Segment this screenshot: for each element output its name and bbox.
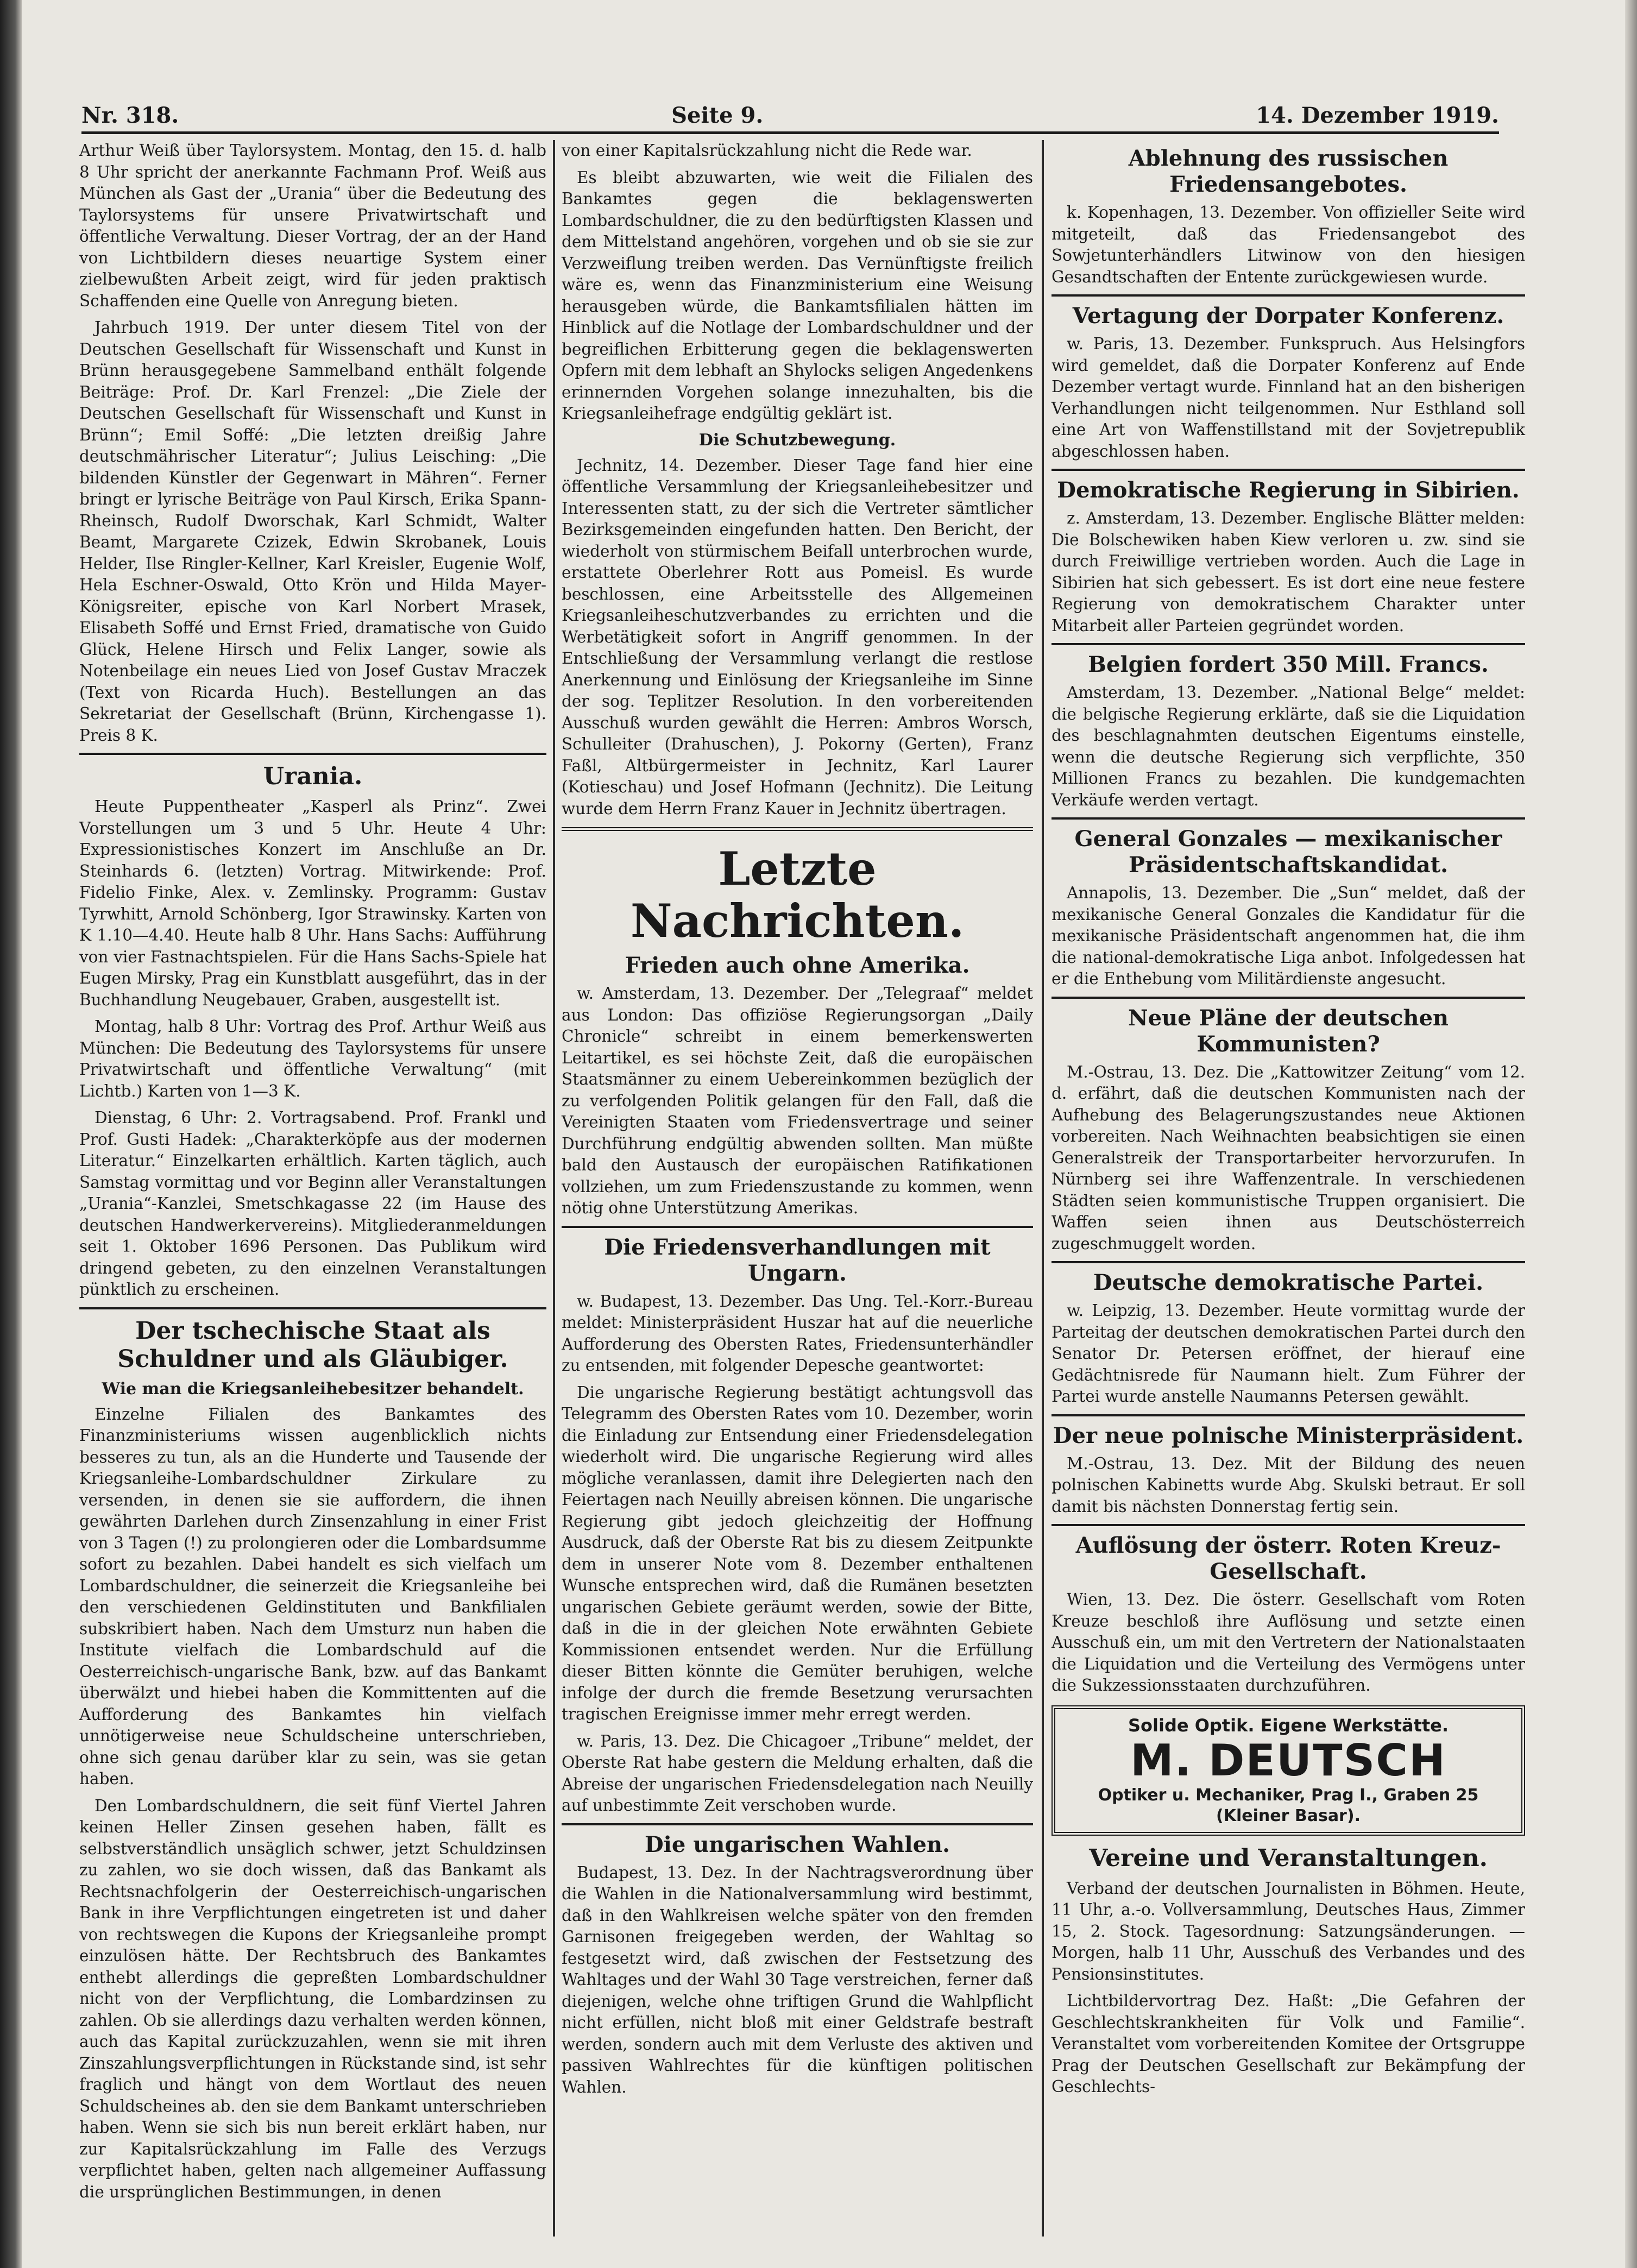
divider [1052, 1414, 1525, 1416]
article-kommunisten: M.-Ostrau, 13. Dez. Die „Kattowitzer Zeitung“ vom 12. d. erfährt, daß die deutschen Kommunisten nach der Aufhebung des Belagerungszustandes neue Aktionen vorbereiten. Nach Weihnachten beabsichtigen sie einen Generalstreik der Transportarbeiter hervorzurufen. In Nürnberg sei ihre Waffenzentrale. In verschiedenen Städten seien kommunistische Truppen organisiert. Die Waffen seien ihnen aus Deutschösterreich zugeschmuggelt worden. [1052, 1062, 1525, 1253]
article-budapest-depesche: Die ungarische Regierung bestätigt achtungsvoll das Telegramm des Obersten Rates vom 10. Dezember, worin die Einladung zur Entsendung einer Friedensdelegation wiederholt wird. Die ungarische Regierung wird alles mögliche veranlassen, damit ihre Delegierten nach den Feiertagen nach Neuilly abreisen können. Die ungarische Regierung gibt jedoch gleichzeitig der Hoffnung Ausdruck, daß der Oberste Rat bis zu diesem Zeitpunkte dem in unserer Note vom 8. Dezember enthaltenen Wunsche entsprechen wird, daß die Rumänen besetzten ungarischen Gebiete geräumt werden, sowie der Bitte, daß in die in der gleichen Note erwähnten Gebiete Kommissionen entsendet werden. Nur die Erfüllung dieser Bitten könnte die Gemüter beruhigen, welche infolge der durch die fremde Besetzung verursachten tragischen Ereignisse immer mehr erregt werden. [562, 1383, 1033, 1723]
column-rule-2 [1042, 140, 1044, 2236]
advertisement-deutsch [1052, 1705, 1525, 1836]
heading-rotes-kreuz: Auflösung der österr. Roten Kreuz-Gesellschaft. [1075, 1533, 1501, 1584]
divider [1052, 997, 1525, 999]
heading-frieden: Frieden auch ohne Amerika. [625, 953, 970, 978]
heading-gonzales: General Gonzales — mexikanischer Präsidentschaftskandidat. [1074, 826, 1502, 878]
heading-staat: Der tschechische Staat als Schuldner und als Gläubiger. [117, 1316, 508, 1373]
article-budapest-intro: w. Budapest, 13. Dezember. Das Ung. Tel.-Korr.-Bureau meldet: Ministerpräsident Huszar hat auf die neuerliche Aufforderung des Obersten Rates, Friedensunterhändler zu entsenden, mit folgender Depesche geantwortet: [562, 1292, 1033, 1375]
heading-ablehnung: Ablehnung des russischen Friedensangebotes. [1128, 146, 1449, 197]
heading-sibirien: Demokratische Regierung in Sibirien. [1057, 477, 1520, 503]
article-paris: w. Paris, 13. Dez. Die Chicagoer „Tribune“ meldet, der Oberste Rat habe gestern die Meldung erhalten, daß die Abreise der ungarischen Friedensdelegation nach Neuilly auf unbestimmte Zeit verschoben wurde. [562, 1731, 1033, 1815]
article-kopenhagen: k. Kopenhagen, 13. Dezember. Von offizieller Seite wird mitgeteilt, daß das Friedensangebot des Sowjetunterhändlers Litwinow von den hiesigen Gesandtschaften der Entente zurückgewiesen wurde. [1052, 203, 1525, 286]
article-leipzig: w. Leipzig, 13. Dezember. Heute vormittag wurde der Parteitag der deutschen demokratischen Partei durch den Senator Dr. Petersen eröffnet, der hierauf eine Gedächtnisrede für Naumann hielt. Zum Führer der Partei wurde anstelle Naumanns Petersen gewählt. [1052, 1301, 1525, 1406]
page-header [81, 99, 1499, 134]
notice-journalisten: Verband der deutschen Journalisten in Böhmen. Heute, 11 Uhr, a.-o. Vollversammlung, Deutsches Haus, Zimmer 15, 2. Stock. Tagesordnung: Satzungsänderungen. — Morgen, halb 11 Uhr, Ausschuß des Verbandes und des Pensionsinstitutes. [1052, 1879, 1525, 1983]
heading-vereine: Vereine und Veranstaltungen. [1089, 1844, 1488, 1872]
heading-polen: Der neue polnische Ministerpräsident. [1053, 1422, 1524, 1448]
heading-partei: Deutsche demokratische Partei. [1093, 1270, 1484, 1295]
heading-ungarn: Die Friedensverhandlungen mit Ungarn. [604, 1234, 991, 1286]
article-staat-p4: Es bleibt abzuwarten, wie weit die Filialen des Bankamtes gegen die beklagenswerten Lombardschuldner, die zu den bedürftigsten Klassen und dem Mittelstand angehören, vorgehen und ob sie sie zur Verzweiflung treiben werden. Das Vernünftigste freilich wäre es, wenn das Finanzministerium eine Weisung herausgeben würde, die Bankamtsfilialen hätten im Hinblick auf die Notlage der Lombardschuldner und der begreiflichen Erbitterung gegen die beklagenswerten Opfern mit dem lebhaft an Shylocks seligen Angedenkens erinnernden Vorgehen solange innezuhalten, bis die Kriegsanleihefrage endgültig geklärt ist. [562, 168, 1033, 423]
column-3 [1052, 140, 1525, 2220]
divider [1052, 294, 1525, 297]
urania-program: Heute Puppentheater „Kasperl als Prinz“. Zwei Vorstellungen um 3 und 5 Uhr. Heute 4 Uhr: Expressionistisches Konzert im Anschluße an Dr. Steinhards 6. (letzten) Vortrag. Mitwirkende: Prof. Fidelio Finke, Alex. v. Zemlinsky. Programm: Gustav Tyrwhitt, Arnold Schönberg, Igor Strawinsky. Karten von K 1.10—4.40. Heute halb 8 Uhr. Hans Sachs: Aufführung von vier Fastnachtspielen. Für die Hans Sachs-Spiele hat Eugen Mirsky, Prag ein Kunstblatt ausgeführt, das in der Buchhandlung Neugebauer, Graben, ausgestellt ist. [79, 797, 546, 1009]
subheading-staat: Wie man die Kriegsanleihebesitzer behandelt. [102, 1379, 524, 1398]
divider [1052, 1261, 1525, 1263]
notice-lichtbildervortrag: Lichtbildervortrag Dez. Haßt: „Die Gefahren der Geschlechtskrankheiten für Volk und Familie“. Veranstaltet vom vorbereitenden Komitee der Ortsgruppe Prag der Deutschen Gesellschaft zur Bekämpfung der Geschlechts- [1052, 1992, 1525, 2096]
divider [1052, 1524, 1525, 1526]
heading-dorpat: Vertagung der Dorpater Konferenz. [1072, 303, 1504, 329]
article-belgien: Amsterdam, 13. Dezember. „National Belge“ meldet: die belgische Regierung erklärte, daß sie die Liquidation des beschlagnahmten deutschen Eigentums einstelle, wenn die deutsche Regierung sich verpflichte, 350 Millionen Francs zu bezahlen. Die kundgemachten Verkäufe werden vertagt. [1052, 683, 1525, 809]
ad-location: (Kleiner Basar). [1216, 1806, 1361, 1825]
urania-monday: Montag, halb 8 Uhr: Vortrag des Prof. Arthur Weiß aus München: Die Bedeutung des Taylorsystems für unsere Privatwirtschaft und öffentliche Verwaltung“ (mit Lichtb.) Karten von 1—3 K. [79, 1017, 546, 1100]
column-1 [79, 140, 546, 2220]
column-2 [562, 140, 1033, 2220]
ad-name: M. DEUTSCH [1130, 1735, 1446, 1786]
ad-address: Optiker u. Mechaniker, Prag I., Graben 25 [1098, 1785, 1479, 1805]
article-jechnitz: Jechnitz, 14. Dezember. Dieser Tage fand hier eine öffentliche Versammlung der Kriegsanleihebesitzer und Interessenten statt, zu der sich die Vertreter sämtlicher Bezirksgemeinden eingefunden hatten. Den Bericht, der wiederholt von stürmischem Beifall unterbrochen wurde, erstattete Oberlehrer Rott aus Pomeisl. Es wurde beschlossen, eine Arbeitsstelle des Allgemeinen Kriegsanleiheschutzverbandes zu errichten und die Werbetätigkeit sofort in Angriff genommen. In der Entschließung der Versammlung verlangt die restlose Anerkennung und Einlösung der Kriegsanleihe im Sinne der sog. Teplitzer Resolution. In den vorbereitenden Ausschuß wurden gewählt die Herren: Ambros Worsch, Schulleiter (Drahuschen), J. Pokorny (Gerten), Franz Faßl, Altbürgermeister in Jechnitz, Karl Laurer (Kotieschau) und Josef Hofmann (Jechnitz). Die Leitung wurde dem Herrn Franz Kauer in Jechnitz übertragen. [562, 456, 1033, 818]
divider [79, 1307, 546, 1309]
issue-number: Nr. 318. [81, 102, 179, 128]
article-annapolis: Annapolis, 13. Dezember. Die „Sun“ meldet, daß der mexikanische General Gonzales die Kandidatur für die mexikanische Präsidentschaft angenommen hat, die ihm die national-demokratische Liga anbot. Infolgedessen hat er die Enthebung vom Militärdienste angesucht. [1052, 884, 1525, 988]
double-divider [562, 827, 1033, 833]
heading-schutzbewegung: Die Schutzbewegung. [698, 430, 896, 450]
urania-tuesday: Dienstag, 6 Uhr: 2. Vortragsabend. Prof. Frankl und Prof. Gusti Hadek: „Charakterköpfe aus der modernen Literatur.“ Einzelkarten erhältlich. Karten täglich, auch Samstag vormittag und vor Beginn aller Veranstaltungen „Urania“-Kanzlei, Smetschkagasse 22 (im Hause des deutschen Handwerkervereins). Mitgliederanmeldungen seit 1. Oktober 1696 Personen. Das Publikum wird dringend gebeten, zu den einzelnen Veranstaltungen pünktlich zu erscheinen. [79, 1108, 546, 1299]
article-helsingfors: w. Paris, 13. Dezember. Funkspruch. Aus Helsingfors wird gemeldet, daß die Dorpater Konferenz auf Ende Dezember vertagt wurde. Finnland hat an den bisherigen Verhandlungen nicht teilgenommen. Nur Esthland soll eine Art von Waffenstillstand mit der Sovjetrepublik abgeschlossen haben. [1052, 335, 1525, 461]
heading-belgien: Belgien fordert 350 Mill. Francs. [1088, 652, 1489, 677]
divider [1052, 469, 1525, 471]
article-polen: M.-Ostrau, 13. Dez. Mit der Bildung des neuen polnischen Kabinetts wurde Abg. Skulski betraut. Er soll damit bis nächsten Donnerstag fertig sein. [1052, 1454, 1525, 1516]
heading-letzte-nachrichten: Letzte Nachrichten. [630, 842, 965, 948]
ad-tagline: Solide Optik. Eigene Werkstätte. [1128, 1715, 1449, 1736]
heading-kommunisten: Neue Pläne der deutschen Kommunisten? [1128, 1005, 1449, 1057]
divider [562, 1823, 1033, 1825]
divider [1052, 643, 1525, 645]
notice-jahrbuch: Jahrbuch 1919. Der unter diesem Titel von der Deutschen Gesellschaft für Wissenschaft und Kunst in Brünn herausgegebene Sammelband enthält folgende Beiträge: Prof. Dr. Karl Frenzel: „Die Ziele der Deutschen Gesellschaft für Wissenschaft und Kunst in Brünn“; Emil Soffé: „Die letzten dreißig Jahre deutschmährischer Literatur“; Julius Leisching: „Die bildenden Künstler der Gegenwart in Mähren“. Ferner bringt er lyrische Beiträge von Paul Kirsch, Erika Spann-Rheinsch, Rudolf Dworschak, Karl Schmidt, Walter Beamt, Margarete Czizek, Edwin Skrobanek, Louis Helder, Ilse Ringler-Kellner, Karl Kreisler, Eugenie Wolf, Hela Eschner-Oswald, Otto Krön und Hilda Mayer-Königsreiter, epische von Karl Norbert Mrasek, Elisabeth Soffé und Ernst Fried, dramatische von Guido Glück, Helene Hirsch und Felix Langer, sowie als Notenbeilage ein neues Lied von Josef Gustav Mraczek (Text von Ricarda Huch). Bestellungen an das Sekretariat der Gesellschaft (Brünn, Kirchengasse 1). Preis 8 K. [79, 318, 546, 745]
article-staat-p1: Einzelne Filialen des Bankamtes des Finanzministeriums wissen augenblicklich nichts besseres zu tun, als an die Hunderte und Tausende der Kriegsanleihe-Lombardschuldner Zirkulare zu versenden, in denen sie sie auffordern, die ihnen gewährten Darlehen durch Zinsenzahlung in einer Frist von 3 Tagen (!) zu prolongieren oder die Lombardsumme sofort zu bezahlen. Dabei handelt es sich vielfach um Lombardschuldner, die seinerzeit die Kriegsanleihe bei den verschiedenen Geldinstituten und Bankfilialen subskribiert haben. Nach dem Umsturz nun haben die Institute vielfach die Lombardschuld auf die Oesterreichisch-ungarische Bank, bzw. auf das Bankamt überwälzt und hiebei haben die Kommittenten auf die Aufforderung des Bankamtes hin vielfach unnötigerweise neue Schuldscheine unterschrieben, ohne sich genau darüber klar zu sein, was sie getan haben. [79, 1404, 546, 1788]
divider [562, 1226, 1033, 1228]
article-amsterdam: w. Amsterdam, 13. Dezember. Der „Telegraaf“ meldet aus London: Das offiziöse Regierungsorgan „Daily Chronicle“ schreibt in einem bemerkenswerten Leitartikel, es sei höchste Zeit, daß die europäischen Staatsmänner zu einem Uebereinkommen bezüglich der zu verfolgenden Politik gelangen für den Fall, daß die Vereinigten Staaten vom Friedensvertrage und seiner Durchführung endgültig abwenden sollten. Man müßte bald den Austausch der europäischen Ratifikationen vollziehen, um zum Friedenszustande zu kommen, wenn nötig ohne Unterstützung Amerikas. [562, 984, 1033, 1217]
heading-wahlen: Die ungarischen Wahlen. [644, 1831, 950, 1857]
article-staat-p3: von einer Kapitalsrückzahlung nicht die Rede war. [562, 141, 972, 160]
heading-urania: Urania. [263, 763, 363, 790]
notice-weiss: Arthur Weiß über Taylorsystem. Montag, den 15. d. halb 8 Uhr spricht der anerkannte Fachmann Prof. Weiß aus München als Gast der „Urania“ über die Bedeutung des Taylorsystems für unsere Privatwirtschaft und öffentliche Verwaltung. Dieser Vortrag, der an der Hand von Lichtbildern dieses neuartige System einer zielbewußten Arbeit zeigt, wird für jeden praktisch Schaffenden eine Quelle von Anregung bieten. [79, 141, 546, 310]
column-rule-1 [553, 140, 555, 2236]
page-number: Seite 9. [671, 102, 764, 128]
issue-date: 14. Dezember 1919. [1256, 102, 1499, 128]
divider [1052, 817, 1525, 820]
article-staat-p2: Den Lombardschuldnern, die seit fünf Viertel Jahren keinen Heller Zinsen gesehen haben, fällt es selbstverständlich unsäglich schwer, jetzt Schuldzinsen zu zahlen, wo sie doch wissen, daß das Bankamt als Rechtsnachfolgerin der Oesterreichisch-ungarischen Bank in ihre Verpflichtungen eingetreten ist und daher von rechtswegen die Kupons der Kriegsanleihe prompt einzulösen hätte. Der Rechtsbruch des Bankamtes enthebt allerdings die gepreßten Lombardschuldner nicht von der Verpflichtung, die Lombardzinsen zu zahlen. Ob sie allerdings dazu verhalten werden können, auch das Kapital zurückzuzahlen, wenn sie mit ihren Zinszahlungsverpflichtungen in Rückstande sind, ist sehr fraglich und hängt von dem Wortlaut des neuen Schuldscheines ab. den sie dem Bankamt unterschrieben haben. Wenn sie sich bis nun bereit erklärt haben, nur zur Kapitalsrückzahlung im Falle des Verzugs verpflichtet haben, gelten nach allgemeiner Auffassung die ursprünglichen Bestimmungen, in denen [79, 1796, 546, 2201]
divider [79, 753, 546, 755]
article-sibirien: z. Amsterdam, 13. Dezember. Englische Blätter melden: Die Bolschewiken haben Kiew verloren u. zw. sind sie durch Freiwillige vertrieben worden. Auch die Lage in Sibirien hat sich gebessert. Es ist dort eine neue festere Regierung von demokratischem Charakter unter Mitarbeit aller Parteien gegründet worden. [1052, 509, 1525, 635]
article-rotes-kreuz: Wien, 13. Dez. Die österr. Gesellschaft vom Roten Kreuze beschloß ihre Auflösung und setzte einen Ausschuß ein, um mit den Vertretern der Nationalstaaten die Liquidation und die Verteilung des Vermögens unter die Sukzessionsstaaten durchzuführen. [1052, 1590, 1525, 1694]
article-wahlen: Budapest, 13. Dez. In der Nachtragsverordnung über die Wahlen in die Nationalversammlung wird bestimmt, daß in den Wahlkreisen welche später von den fremden Garnisonen freigegeben werden, der Wahltag so festgesetzt wird, daß zwischen der Festsetzung des Wahltages und der Wahl 30 Tage verstreichen, ferner daß diejenigen, welche ohne triftigen Grund die Wahlpflicht nicht erfüllen, nicht bloß mit einer Geldstrafe bestraft werden, sondern auch mit dem Verluste des aktiven und passiven Wahlrechtes für die künftigen politischen Wahlen. [562, 1863, 1033, 2096]
